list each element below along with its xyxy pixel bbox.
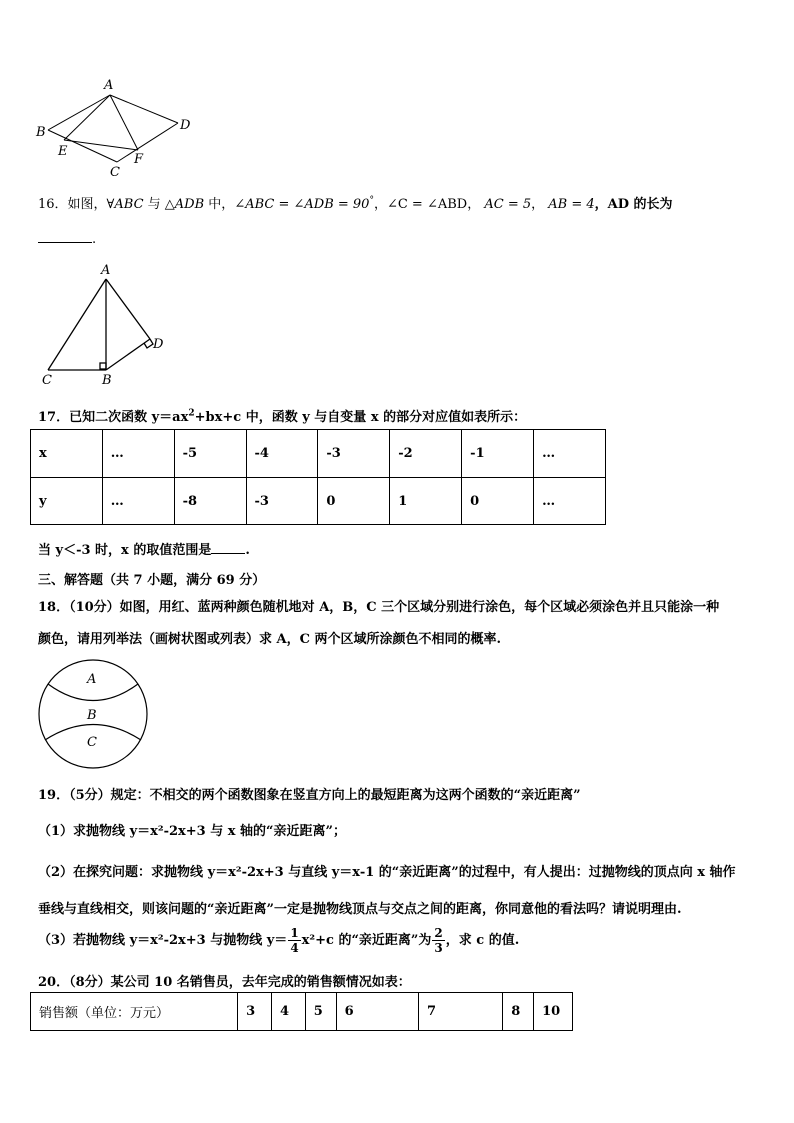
q19-p3-end: ，求 c 的值. bbox=[445, 933, 520, 948]
q16-and: 与 bbox=[143, 197, 165, 212]
table-cell: x bbox=[31, 430, 103, 478]
fraction-numerator: 2 bbox=[434, 926, 443, 940]
q16-triangle-abc: ∀ABC bbox=[106, 197, 144, 212]
label-B: B bbox=[36, 125, 46, 140]
table-cell: … bbox=[102, 430, 174, 478]
q18-line-2: 颜色，请用列举法（画树状图或列表）求 A，C 两个区域所涂颜色不相同的概率. bbox=[38, 632, 502, 647]
fraction bbox=[288, 926, 300, 955]
table-cell: -5 bbox=[174, 430, 246, 478]
q19-stem: 19．（5分）规定：不相交的两个函数图象在竖直方向上的最短距离为这两个函数的“亲近距离” bbox=[38, 788, 581, 803]
label-E: E bbox=[58, 144, 68, 159]
q16-mid: 中， bbox=[204, 197, 235, 212]
label-C: C bbox=[42, 373, 52, 388]
fraction-denominator: 3 bbox=[434, 941, 443, 955]
question-16 bbox=[38, 193, 673, 212]
table-cell: 1 bbox=[390, 478, 462, 525]
table-cell: 0 bbox=[318, 478, 390, 525]
q17-ask-end: . bbox=[245, 543, 250, 558]
label-A: A bbox=[104, 78, 114, 93]
q16-answer-line bbox=[38, 230, 96, 247]
table-row bbox=[31, 993, 573, 1031]
q16-degree: ° bbox=[369, 195, 374, 206]
q17-stem-post: +bx+c 中，函数 y 与自变量 x 的部分对应值如表所示： bbox=[194, 410, 527, 425]
table-cell: y bbox=[31, 478, 103, 525]
q16-triangle-adb: △ADB bbox=[164, 197, 205, 212]
label-B: B bbox=[87, 708, 97, 723]
table-cell: -4 bbox=[246, 430, 318, 478]
table-cell: … bbox=[534, 430, 606, 478]
q20-table bbox=[30, 992, 573, 1031]
figure-q15 bbox=[30, 75, 200, 180]
table-cell: … bbox=[102, 478, 174, 525]
q17-ask bbox=[38, 539, 250, 558]
table-cell: 5 bbox=[305, 993, 336, 1031]
q17-ask-text: 当 y＜-3 时，x 的取值范围是 bbox=[38, 543, 212, 558]
table-cell: 6 bbox=[336, 993, 418, 1031]
q17-table bbox=[30, 429, 606, 525]
table-cell: 4 bbox=[271, 993, 305, 1031]
q19-part-2b: 垂线与直线相交，则该问题的“亲近距离”一定是抛物线顶点与交点之间的距离，你同意他的看法吗？请说明理由. bbox=[38, 902, 682, 917]
answer-blank bbox=[38, 230, 92, 243]
table-cell: 销售额（单位：万元） bbox=[31, 993, 238, 1031]
table-cell: -1 bbox=[462, 430, 534, 478]
label-C: C bbox=[87, 735, 97, 750]
q16-tail: ，AD 的长为 bbox=[594, 197, 673, 212]
q16-cond1: ∠ABC = ∠ADB = 90 bbox=[234, 197, 370, 212]
q17-sup: 2 bbox=[188, 408, 195, 419]
section-heading: 三、解答题（共 7 小题，满分 69 分） bbox=[38, 573, 266, 588]
table-cell: 10 bbox=[534, 993, 573, 1031]
table-cell: -2 bbox=[390, 430, 462, 478]
table-cell: 7 bbox=[418, 993, 502, 1031]
table-cell: 0 bbox=[462, 478, 534, 525]
figure-q16 bbox=[38, 262, 168, 388]
table-row bbox=[31, 478, 606, 525]
label-F: F bbox=[134, 152, 144, 167]
q16-cond3: AC = 5 bbox=[484, 197, 532, 212]
q19-p3-text: （3）若抛物线 y＝x²-2x+3 与抛物线 y＝ bbox=[38, 933, 288, 948]
q19-part-3 bbox=[38, 926, 519, 955]
table-cell: 8 bbox=[503, 993, 534, 1031]
table-cell: -8 bbox=[174, 478, 246, 525]
table-cell: 3 bbox=[238, 993, 272, 1031]
label-D: D bbox=[153, 337, 164, 352]
label-A: A bbox=[87, 672, 97, 687]
q16-end: . bbox=[92, 232, 97, 247]
q16-sep: ， bbox=[531, 197, 545, 212]
table-cell: -3 bbox=[246, 478, 318, 525]
q19-p3-mid: x²+c 的“亲近距离”为 bbox=[301, 933, 432, 948]
fraction-denominator: 4 bbox=[290, 941, 299, 955]
table-cell: -3 bbox=[318, 430, 390, 478]
table-row bbox=[31, 430, 606, 478]
label-B: B bbox=[102, 373, 112, 388]
label-A: A bbox=[101, 263, 111, 278]
answer-blank bbox=[211, 541, 245, 554]
q18-line-1: 18．（10分）如图，用红、蓝两种颜色随机地对 A，B，C 三个区域分别进行涂色，每个区域必须涂色并且只能涂一种 bbox=[38, 600, 720, 615]
q19-part-2a: （2）在探究问题：求抛物线 y＝x²-2x+3 与直线 y＝x-1 的“亲近距离”的过程中，有人提出：过抛物线的顶点向 x 轴作 bbox=[38, 865, 736, 880]
label-D: D bbox=[180, 118, 191, 133]
fraction-numerator: 1 bbox=[290, 926, 299, 940]
table-cell: … bbox=[534, 478, 606, 525]
label-C: C bbox=[110, 165, 120, 180]
q17-stem: 17．已知二次函数 y＝ax bbox=[38, 410, 189, 425]
figure-q18 bbox=[36, 657, 152, 771]
q20-stem: 20．（8分）某公司 10 名销售员，去年完成的销售额情况如表： bbox=[38, 975, 411, 990]
q16-cond4: AB = 4 bbox=[548, 197, 595, 212]
q19-part-1: （1）求抛物线 y＝x²-2x+3 与 x 轴的“亲近距离”； bbox=[38, 824, 346, 839]
fraction bbox=[432, 926, 444, 955]
q16-cond2: ，∠C = ∠ABD， bbox=[373, 197, 481, 212]
question-17 bbox=[38, 406, 526, 425]
q16-number: 16．如图， bbox=[38, 197, 107, 212]
